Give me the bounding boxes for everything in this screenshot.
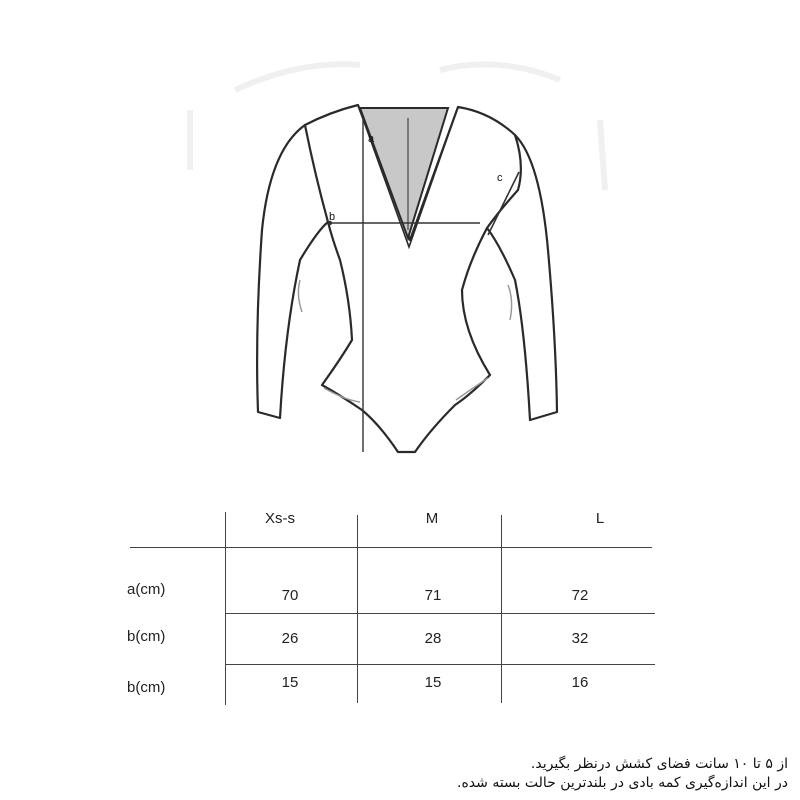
marker-a: a — [368, 133, 375, 145]
column-header-xs-s: Xs-s — [265, 510, 295, 527]
row-label-b: b(cm) — [127, 628, 166, 645]
cell-b2-l: 16 — [571, 674, 589, 691]
cell-b2-m: 15 — [424, 674, 442, 691]
cell-b-l: 32 — [571, 630, 589, 647]
cell-b-m: 28 — [424, 630, 442, 647]
column-divider-1 — [225, 512, 226, 705]
marker-b: b — [329, 211, 336, 223]
cell-a-l: 72 — [571, 587, 589, 604]
note-sleeve-measurement: در این اندازه‌گیری کمه بادی در بلندترین حالت بسته شده. — [457, 775, 788, 791]
marker-c: c — [497, 172, 503, 184]
row-divider-2 — [225, 664, 655, 665]
row-label-b-second: b(cm) — [127, 679, 166, 696]
row-divider-1 — [225, 613, 655, 614]
cell-a-xs-s: 70 — [281, 587, 299, 604]
row-label-a: a(cm) — [127, 581, 166, 598]
header-divider — [130, 547, 652, 548]
cell-b2-xs-s: 15 — [281, 674, 299, 691]
column-divider-3 — [501, 515, 502, 703]
column-header-m: M — [425, 510, 439, 527]
column-header-l: L — [595, 510, 605, 527]
column-divider-2 — [357, 515, 358, 703]
cell-a-m: 71 — [424, 587, 442, 604]
note-stretch-allowance: از ۵ تا ۱۰ سانت فضای کشش درنظر بگیرید. — [530, 756, 788, 772]
cell-b-xs-s: 26 — [281, 630, 299, 647]
